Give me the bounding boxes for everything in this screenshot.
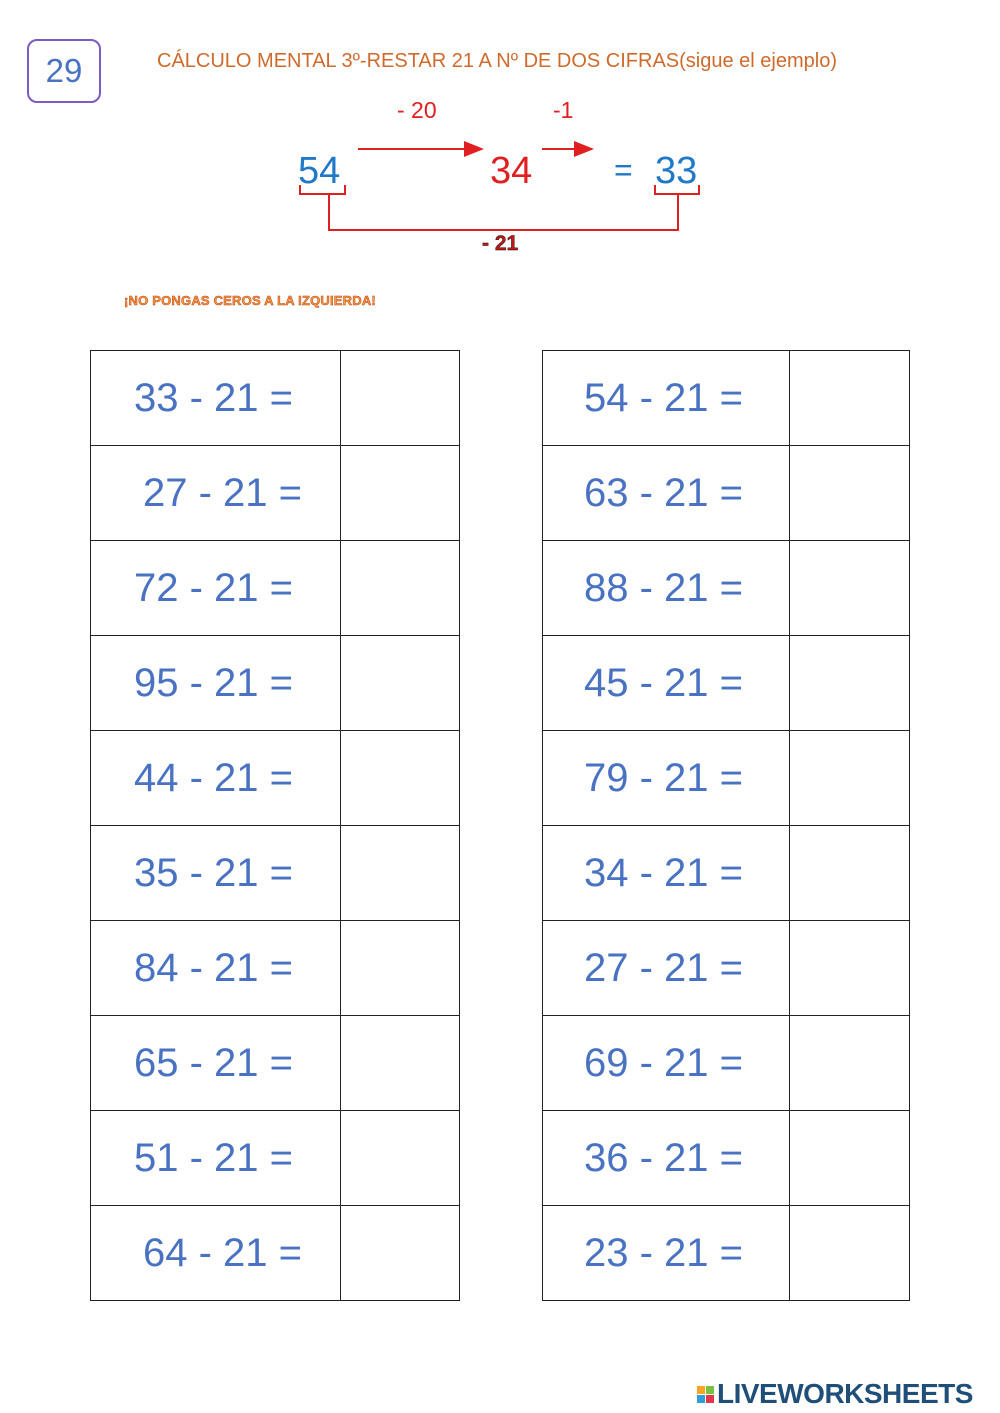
bracket-result bbox=[655, 185, 699, 194]
answer-input[interactable] bbox=[790, 351, 909, 445]
answer-input[interactable] bbox=[790, 1111, 909, 1205]
bracket-start bbox=[300, 185, 345, 194]
exercise-expression: 51 - 21 = bbox=[91, 1111, 341, 1206]
example-equals: = bbox=[614, 152, 633, 188]
exercise-expression: 33 - 21 = bbox=[91, 351, 341, 446]
answer-cell[interactable] bbox=[341, 731, 460, 826]
answer-input[interactable] bbox=[341, 446, 459, 540]
answer-cell[interactable] bbox=[790, 446, 910, 541]
answer-cell[interactable] bbox=[790, 351, 910, 446]
answer-input[interactable] bbox=[341, 1016, 459, 1110]
exercise-expression: 36 - 21 = bbox=[543, 1111, 790, 1206]
table-row bbox=[91, 1016, 460, 1111]
example-total-label: - 21 bbox=[482, 232, 519, 255]
table-row bbox=[543, 1206, 910, 1301]
table-row bbox=[543, 921, 910, 1016]
exercise-expression: 72 - 21 = bbox=[91, 541, 341, 636]
answer-cell[interactable] bbox=[790, 731, 910, 826]
table-row bbox=[543, 636, 910, 731]
answer-input[interactable] bbox=[341, 541, 459, 635]
exercise-expression: 35 - 21 = bbox=[91, 826, 341, 921]
liveworksheets-logo bbox=[697, 1378, 973, 1410]
table-row bbox=[91, 921, 460, 1016]
table-row bbox=[91, 636, 460, 731]
table-row bbox=[91, 731, 460, 826]
answer-cell[interactable] bbox=[790, 636, 910, 731]
exercise-expression: 27 - 21 = bbox=[91, 446, 341, 541]
answer-cell[interactable] bbox=[341, 921, 460, 1016]
example-step2-label: -1 bbox=[553, 97, 574, 123]
table-row bbox=[543, 1111, 910, 1206]
table-row bbox=[543, 541, 910, 636]
answer-input[interactable] bbox=[790, 541, 909, 635]
answer-input[interactable] bbox=[790, 636, 909, 730]
answer-input[interactable] bbox=[790, 826, 909, 920]
table-row bbox=[543, 826, 910, 921]
liveworksheets-logo-icon bbox=[697, 1386, 714, 1403]
exercise-expression: 34 - 21 = bbox=[543, 826, 790, 921]
table-row bbox=[543, 1016, 910, 1111]
answer-cell[interactable] bbox=[341, 541, 460, 636]
example-start-number: 54 bbox=[298, 150, 341, 192]
answer-cell[interactable] bbox=[790, 1206, 910, 1301]
answer-input[interactable] bbox=[341, 826, 459, 920]
exercise-table-right bbox=[542, 350, 910, 1301]
answer-cell[interactable] bbox=[341, 636, 460, 731]
exercise-expression: 63 - 21 = bbox=[543, 446, 790, 541]
answer-cell[interactable] bbox=[341, 446, 460, 541]
worksheet-number-badge bbox=[27, 39, 101, 103]
exercise-expression: 45 - 21 = bbox=[543, 636, 790, 731]
answer-input[interactable] bbox=[341, 731, 459, 825]
exercise-expression: 27 - 21 = bbox=[543, 921, 790, 1016]
exercise-expression: 84 - 21 = bbox=[91, 921, 341, 1016]
answer-input[interactable] bbox=[341, 1206, 459, 1300]
warning-no-leading-zeros: ¡NO PONGAS CEROS A LA IZQUIERDA! bbox=[124, 293, 376, 308]
answer-input[interactable] bbox=[790, 731, 909, 825]
exercise-expression: 65 - 21 = bbox=[91, 1016, 341, 1111]
answer-cell[interactable] bbox=[341, 1111, 460, 1206]
exercise-expression: 54 - 21 = bbox=[543, 351, 790, 446]
table-row bbox=[543, 446, 910, 541]
table-row bbox=[91, 541, 460, 636]
answer-input[interactable] bbox=[790, 1206, 909, 1300]
answer-cell[interactable] bbox=[790, 826, 910, 921]
connector-line bbox=[329, 194, 678, 230]
exercise-expression: 95 - 21 = bbox=[91, 636, 341, 731]
answer-input[interactable] bbox=[790, 446, 909, 540]
answer-input[interactable] bbox=[341, 921, 459, 1015]
table-row bbox=[543, 731, 910, 826]
answer-input[interactable] bbox=[790, 1016, 909, 1110]
table-row bbox=[91, 351, 460, 446]
answer-cell[interactable] bbox=[790, 1016, 910, 1111]
worksheet-title: CÁLCULO MENTAL 3º-RESTAR 21 A Nº DE DOS CIFRAS(sigue el ejemplo) bbox=[157, 50, 837, 72]
exercise-expression: 79 - 21 = bbox=[543, 731, 790, 826]
table-row bbox=[91, 1206, 460, 1301]
exercise-expression: 69 - 21 = bbox=[543, 1016, 790, 1111]
liveworksheets-logo-text: LIVEWORKSHEETS bbox=[717, 1378, 973, 1409]
exercise-expression: 23 - 21 = bbox=[543, 1206, 790, 1301]
table-row bbox=[91, 1111, 460, 1206]
answer-cell[interactable] bbox=[341, 351, 460, 446]
exercise-expression: 44 - 21 = bbox=[91, 731, 341, 826]
answer-input[interactable] bbox=[341, 351, 459, 445]
table-row bbox=[91, 446, 460, 541]
answer-cell[interactable] bbox=[341, 1206, 460, 1301]
table-row bbox=[91, 826, 460, 921]
example-step1-label: - 20 bbox=[397, 97, 437, 123]
example-diagram bbox=[0, 0, 1000, 280]
answer-input[interactable] bbox=[790, 921, 909, 1015]
answer-cell[interactable] bbox=[790, 1111, 910, 1206]
answer-cell[interactable] bbox=[341, 1016, 460, 1111]
exercise-expression: 64 - 21 = bbox=[91, 1206, 341, 1301]
example-result-number: 33 bbox=[655, 150, 698, 192]
answer-input[interactable] bbox=[341, 1111, 459, 1205]
table-row bbox=[543, 351, 910, 446]
example-middle-number: 34 bbox=[490, 150, 533, 192]
worksheet-number: 29 bbox=[45, 52, 83, 89]
exercise-expression: 88 - 21 = bbox=[543, 541, 790, 636]
answer-cell[interactable] bbox=[790, 921, 910, 1016]
exercise-table-left bbox=[90, 350, 460, 1301]
answer-cell[interactable] bbox=[790, 541, 910, 636]
answer-input[interactable] bbox=[341, 636, 459, 730]
example-arrows bbox=[0, 0, 1000, 280]
answer-cell[interactable] bbox=[341, 826, 460, 921]
